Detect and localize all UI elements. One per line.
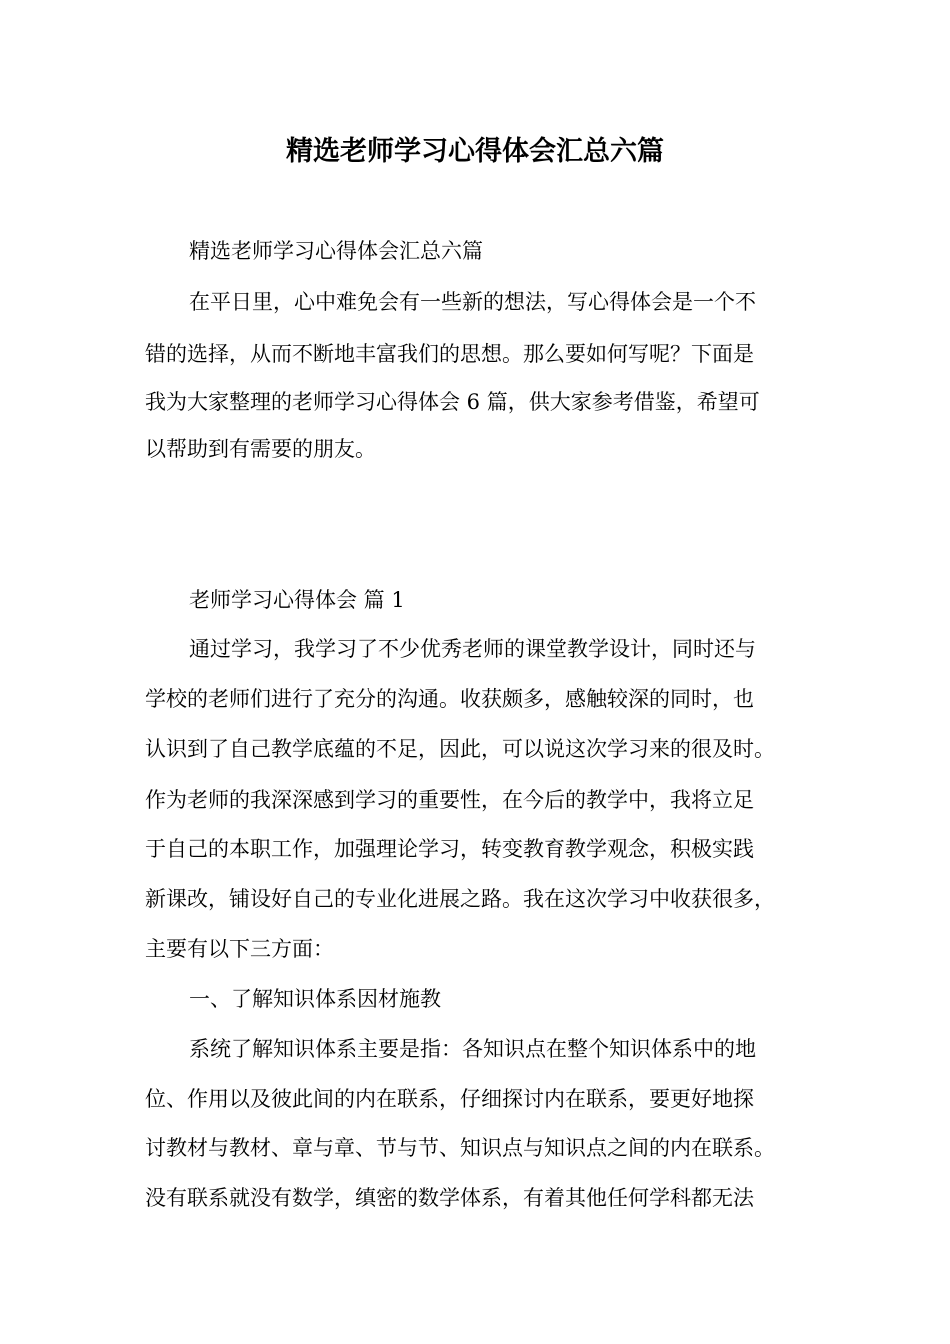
point-body-line: 系统了解知识体系主要是指：各知识点在整个知识体系中的地	[189, 1037, 756, 1061]
document-subtitle: 精选老师学习心得体会汇总六篇	[189, 239, 483, 263]
point-heading: 一、了解知识体系因材施教	[189, 987, 441, 1011]
point-body-line: 没有联系就没有数学，缜密的数学体系，有着其他任何学科都无法	[145, 1186, 754, 1210]
point-body-line: 讨教材与教材、章与章、节与节、知识点与知识点之间的内在联系。	[145, 1136, 775, 1160]
section-body-line: 于自己的本职工作，加强理论学习，转变教育教学观念，积极实践	[145, 837, 754, 861]
intro-line: 错的选择，从而不断地丰富我们的思想。那么要如何写呢？下面是	[145, 342, 754, 366]
intro-line: 在平日里，心中难免会有一些新的想法，写心得体会是一个不	[189, 290, 756, 314]
intro-line: 以帮助到有需要的朋友。	[145, 437, 376, 461]
section-body-line: 作为老师的我深深感到学习的重要性，在今后的教学中，我将立足	[145, 788, 754, 812]
section-body-line: 学校的老师们进行了充分的沟通。收获颇多，感触较深的同时，也	[145, 687, 754, 711]
point-body-line: 位、作用以及彼此间的内在联系，仔细探讨内在联系，要更好地探	[145, 1087, 754, 1111]
section-body-line: 认识到了自己教学底蕴的不足，因此，可以说这次学习来的很及时。	[145, 737, 775, 761]
section-body-line: 主要有以下三方面：	[145, 937, 334, 961]
section-body-line: 新课改，铺设好自己的专业化进展之路。我在这次学习中收获很多，	[145, 887, 775, 911]
section-heading: 老师学习心得体会 篇 1	[189, 588, 405, 612]
intro-line: 我为大家整理的老师学习心得体会 6 篇，供大家参考借鉴，希望可	[145, 390, 760, 414]
section-body-line: 通过学习，我学习了不少优秀老师的课堂教学设计，同时还与	[189, 637, 756, 661]
document-title: 精选老师学习心得体会汇总六篇	[286, 136, 664, 167]
